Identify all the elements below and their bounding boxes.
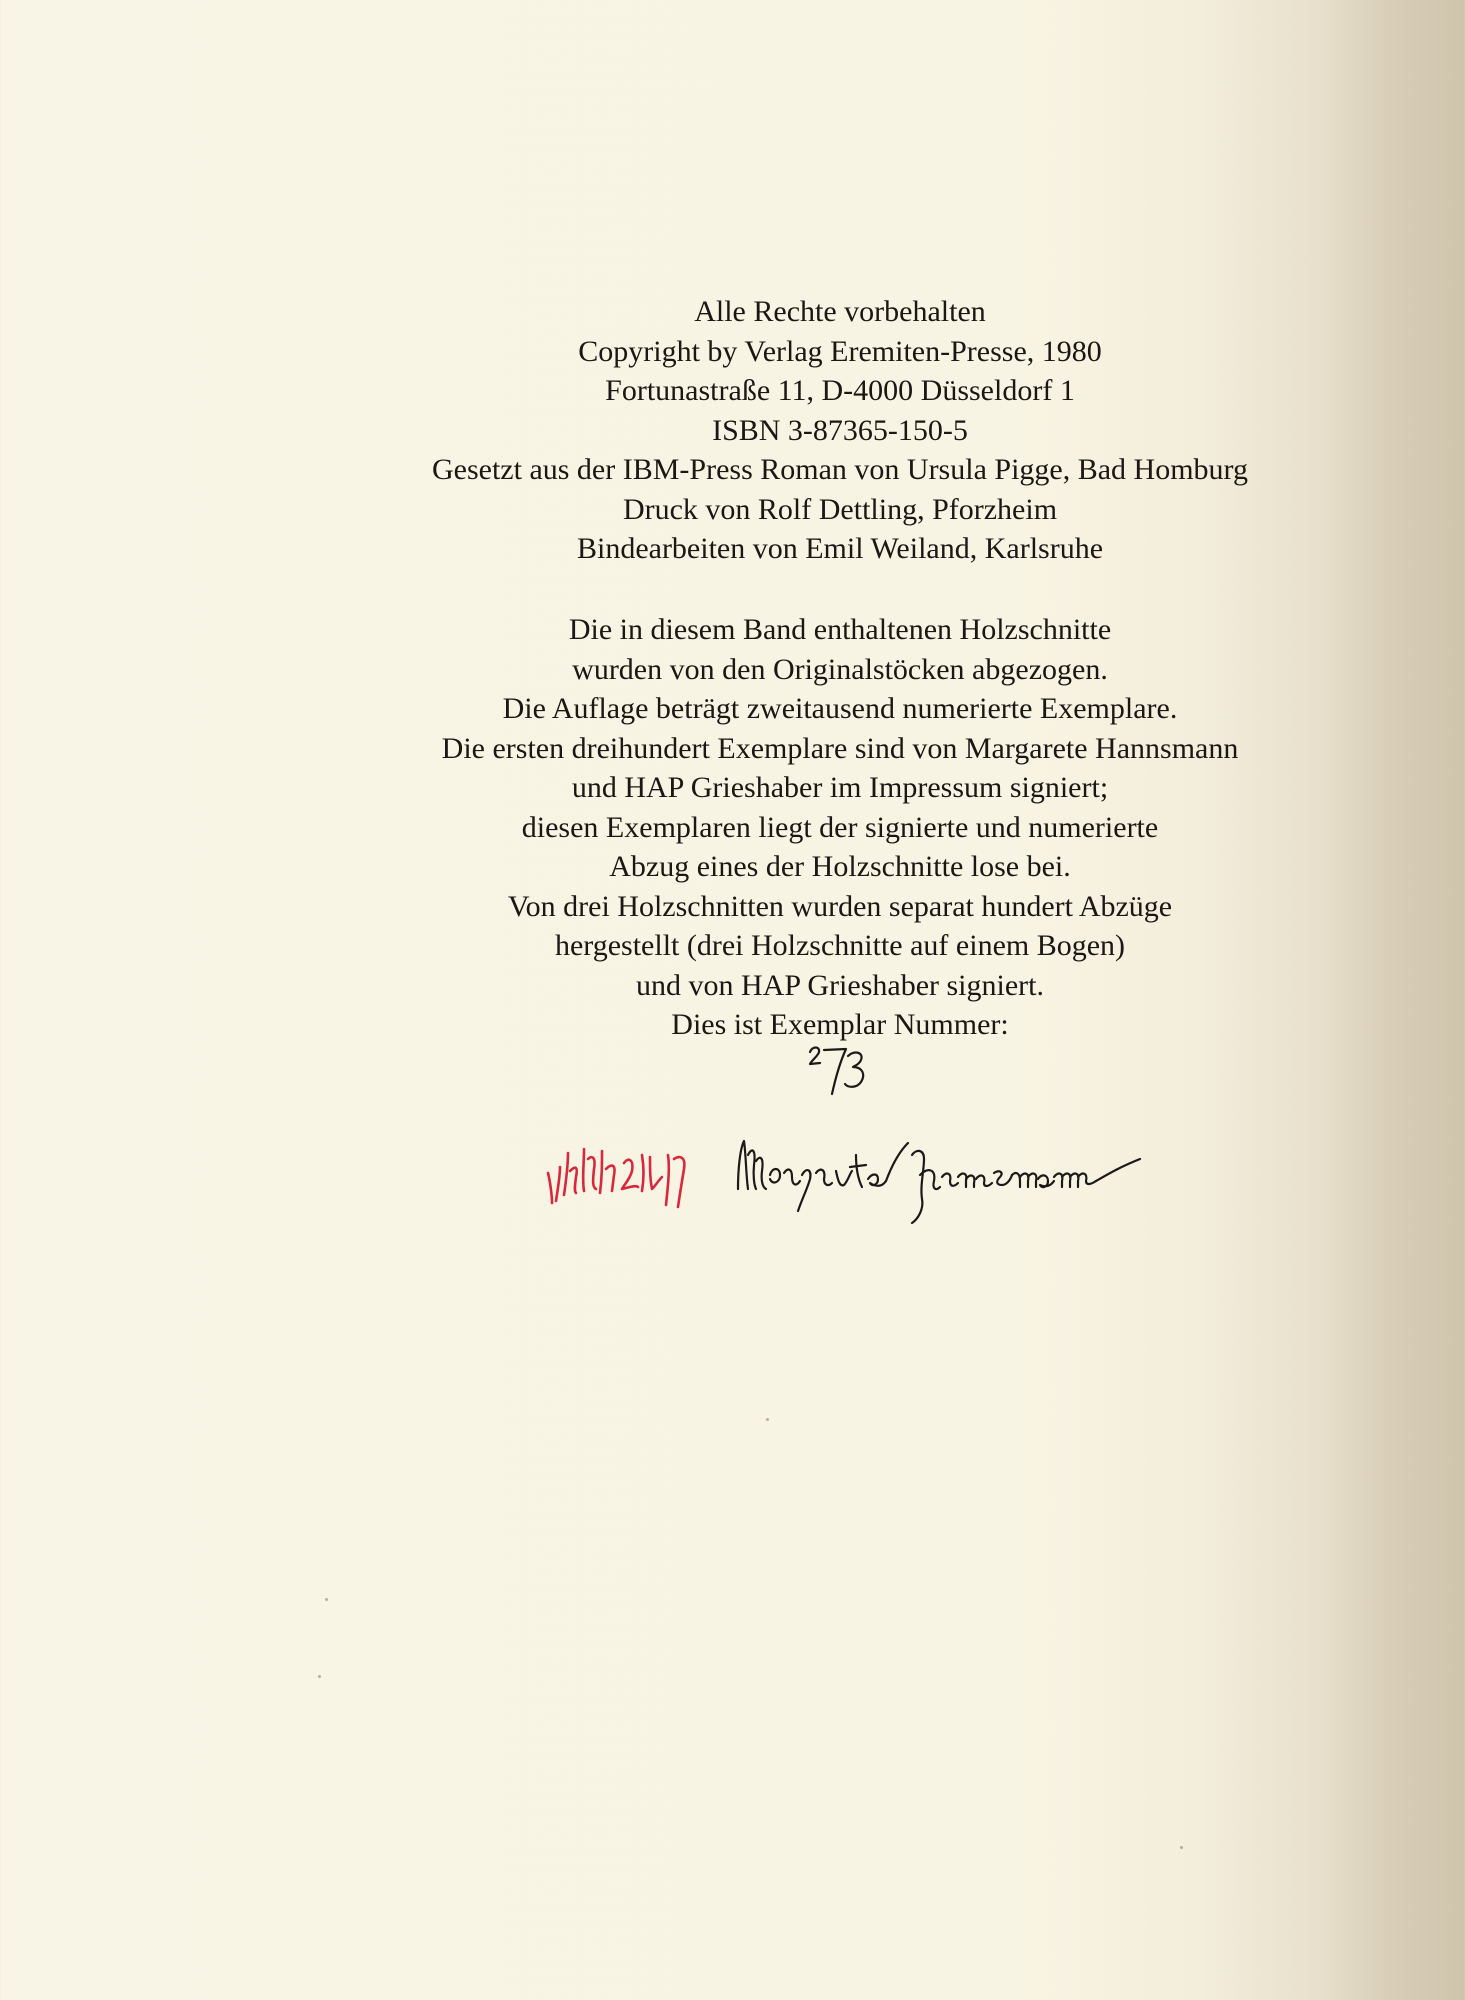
handwritten-exemplar-number xyxy=(806,1042,886,1102)
impressum-block xyxy=(0,292,1465,569)
edition-line: Die ersten dreihundert Exemplare sind von Margarete Hannsmann xyxy=(441,731,1239,765)
impressum-line: ISBN 3-87365-150-5 xyxy=(712,413,968,447)
edition-line: wurden von den Originalstöcken abgezogen. xyxy=(572,652,1108,686)
edition-line: Die in diesem Band enthaltenen Holzschnitte xyxy=(568,613,1112,646)
impressum-line: Bindearbeiten von Emil Weiland, Karlsruhe xyxy=(576,532,1104,565)
signatures xyxy=(540,1115,1330,1225)
edition-line: und von HAP Grieshaber signiert. xyxy=(636,968,1044,1002)
paper-speck xyxy=(318,1675,321,1678)
edition-line: Von drei Holzschnitten wurden separat hundert Abzüge xyxy=(507,889,1173,923)
edition-line: Abzug eines der Holzschnitte lose bei. xyxy=(609,850,1071,883)
edition-line: und HAP Grieshaber im Impressum signiert; xyxy=(571,771,1109,804)
edition-line: diesen Exemplaren liegt der signierte und numerierte xyxy=(521,810,1159,844)
paper-speck xyxy=(766,1418,769,1421)
signature-red xyxy=(548,1149,684,1207)
edition-line: Dies ist Exemplar Nummer: xyxy=(671,1008,1009,1041)
signature-black xyxy=(738,1141,1140,1223)
impressum-line: Druck von Rolf Dettling, Pforzheim xyxy=(622,492,1058,526)
edition-line: Die Auflage beträgt zweitausend numerierte Exemplare. xyxy=(502,692,1178,725)
impressum-line: Fortunastraße 11, D-4000 Düsseldorf 1 xyxy=(605,374,1075,407)
impressum-line: Alle Rechte vorbehalten xyxy=(694,295,986,328)
edition-line: hergestellt (drei Holzschnitte auf einem Bogen) xyxy=(554,929,1126,962)
impressum-line: Copyright by Verlag Eremiten-Presse, 1980 xyxy=(578,334,1102,368)
paper-speck xyxy=(325,1598,328,1601)
edition-notice-block xyxy=(0,610,1465,1045)
impressum-line: Gesetzt aus der IBM-Press Roman von Ursula Pigge, Bad Homburg xyxy=(431,453,1248,486)
paper-speck xyxy=(1180,1846,1183,1849)
